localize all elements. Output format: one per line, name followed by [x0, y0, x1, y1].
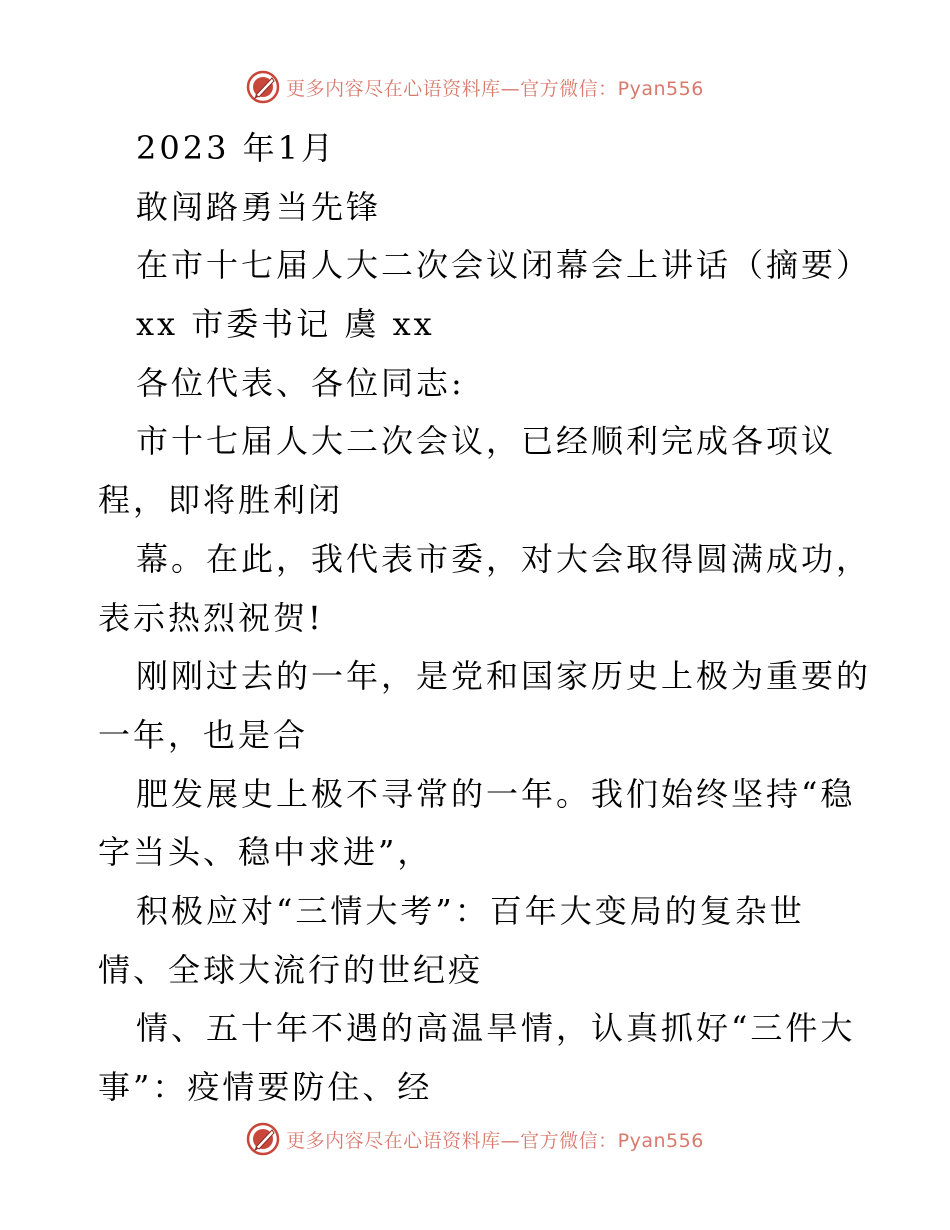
document-body	[98, 119, 872, 1117]
header-banner-text: 更多内容尽在心语资料库—官方微信：Pyan556	[286, 77, 704, 100]
subtitle-line: 在市十七届人大二次会议闭幕会上讲话（摘要）	[136, 246, 872, 285]
header-banner	[0, 70, 950, 104]
text-line: 事”：疫情要防住、经	[98, 1068, 433, 1106]
author-line: xx 市委书记 虞 xx	[136, 305, 435, 344]
quill-pen-logo-icon	[246, 1122, 280, 1156]
text-line: 肥发展史上极不寻常的一年。我们始终坚持“稳	[136, 774, 856, 813]
date-line: 2023 年1月	[136, 129, 336, 167]
footer-banner-text: 更多内容尽在心语资料库—官方微信：Pyan556	[286, 1129, 704, 1152]
text-line: 表示热烈祝贺!	[98, 598, 324, 637]
text-line: 情、全球大流行的世纪疫	[98, 950, 484, 989]
text-line: 程，即将胜利闭	[98, 481, 344, 520]
quill-pen-logo-icon	[246, 70, 280, 104]
salutation-line: 各位代表、各位同志:	[136, 363, 465, 402]
text-line: 刚刚过去的一年，是党和国家历史上极为重要的	[136, 657, 872, 696]
text-line: 情、五十年不遇的高温旱情，认真抓好“三件大	[136, 1009, 856, 1048]
text-line: 幕。在此，我代表市委，对大会取得圆满成功，	[136, 539, 872, 578]
text-line: 字当头、稳中求进”，	[98, 833, 433, 872]
text-line: 市十七届人大二次会议，已经顺利完成各项议	[136, 422, 837, 461]
footer-banner	[0, 1122, 950, 1156]
text-line: 一年，也是合	[98, 715, 309, 754]
title-line: 敢闯路勇当先锋	[136, 187, 382, 226]
text-line: 积极应对“三情大考”：百年大变局的复杂世	[136, 891, 805, 930]
